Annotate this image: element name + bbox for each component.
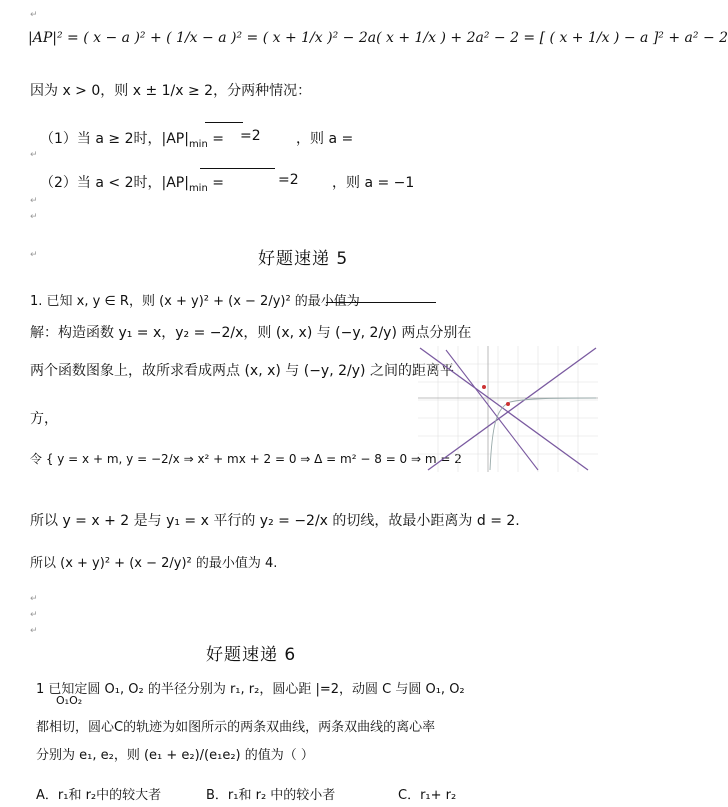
section6-title: 好题速递 6 [206, 645, 297, 665]
case-intro: 因为 x > 0，则 x ± 1/x ≥ 2，分两种情况： [30, 83, 312, 99]
case1-sub: min [188, 138, 208, 150]
graph-line-y-eq-x [420, 348, 588, 470]
graph-point-right [506, 402, 510, 406]
problem5-system: 令 { y = x + m, y = −2/x ⇒ x² + mx + 2 = 0 ⇒ Δ = m² − 8 = 0 ⇒ m = 2 [30, 452, 462, 466]
case1-value: =2 [240, 128, 261, 144]
paragraph-mark: ↵ [30, 196, 38, 206]
option-a: A．r₁和 r₂中的较大者 [36, 788, 162, 803]
case1-sqrt-bar [205, 122, 243, 123]
problem6-line3: 分别为 e₁, e₂，则 (e₁ + e₂)/(e₁e₂) 的值为（ ） [36, 748, 314, 763]
graph-hyperbola-branch [490, 398, 596, 470]
case2-sub: min [188, 182, 208, 194]
problem5-solution-3: 方， [30, 411, 58, 427]
case1-eq: = [207, 131, 224, 147]
case2-line [40, 172, 224, 194]
case1-prefix: （1）当 a ≥ 2时，|AP| [40, 131, 189, 147]
option-c: C．r₁+ r₂ [398, 788, 457, 803]
hyperbola-graph-figure [418, 346, 598, 472]
problem6-line1b: O₁O₂ [56, 694, 83, 707]
problem5-tangent: 所以 y = x + 2 是与 y₁ = x 平行的 y₂ = −2/x 的切线，故最小距离为 d = 2. [30, 513, 520, 529]
graph-grid [418, 346, 598, 472]
problem5-conclusion: 所以 (x + y)² + (x − 2/y)² 的最小值为 4. [30, 556, 278, 571]
paragraph-mark: ↵ [30, 610, 38, 620]
case1-result: ，则 a = [296, 131, 354, 147]
formula-ap-squared: |AP|² = ( x − a )² + ( 1/x − a )² = ( x + 1/x )² − 2a( x + 1/x ) + 2a² − 2 = [ ( x + 1/x ) − a ]² + a² − 2 [28, 30, 728, 46]
paragraph-mark: ↵ [30, 626, 38, 636]
case1-line [40, 128, 224, 150]
paragraph-mark: ↵ [30, 594, 38, 604]
section5-title: 好题速递 5 [258, 249, 349, 269]
problem6-line2: 都相切，圆心C的轨迹为如图所示的两条双曲线，两条双曲线的离心率 [36, 720, 436, 735]
graph-point-left [482, 385, 486, 389]
problem5-solution-1: 解：构造函数 y₁ = x，y₂ = −2/x，则 (x, x) 与 (−y, 2/y) 两点分别在 [30, 325, 472, 341]
case2-eq: = [207, 175, 224, 191]
problem5-solution-2: 两个函数图象上，故所求看成两点 (x, x) 与 (−y, 2/y) 之间的距离平 [30, 363, 454, 379]
problem5-stem: 1. 已知 x, y ∈ R，则 (x + y)² + (x − 2/y)² 的最小值为 [30, 294, 360, 309]
graph-line-y-eq-x-plus-m [428, 348, 596, 470]
problem6-line1: 1 已知定圆 O₁, O₂ 的半径分别为 r₁, r₂，圆心距 |=2，动圆 C 与圆 O₁, O₂ [36, 682, 465, 697]
paragraph-mark: ↵ [30, 10, 38, 20]
option-b: B．r₁和 r₂ 中的较小者 [206, 788, 336, 803]
paragraph-mark: ↵ [30, 150, 38, 160]
paragraph-mark: ↵ [30, 250, 38, 260]
paragraph-mark: ↵ [30, 212, 38, 222]
problem5-answer-blank [326, 302, 436, 303]
case2-result: ，则 a = −1 [332, 175, 415, 191]
case2-sqrt-bar [200, 168, 275, 169]
graph-line-tangent [446, 350, 538, 470]
case2-prefix: （2）当 a < 2时，|AP| [40, 175, 189, 191]
case2-value: =2 [278, 172, 299, 188]
